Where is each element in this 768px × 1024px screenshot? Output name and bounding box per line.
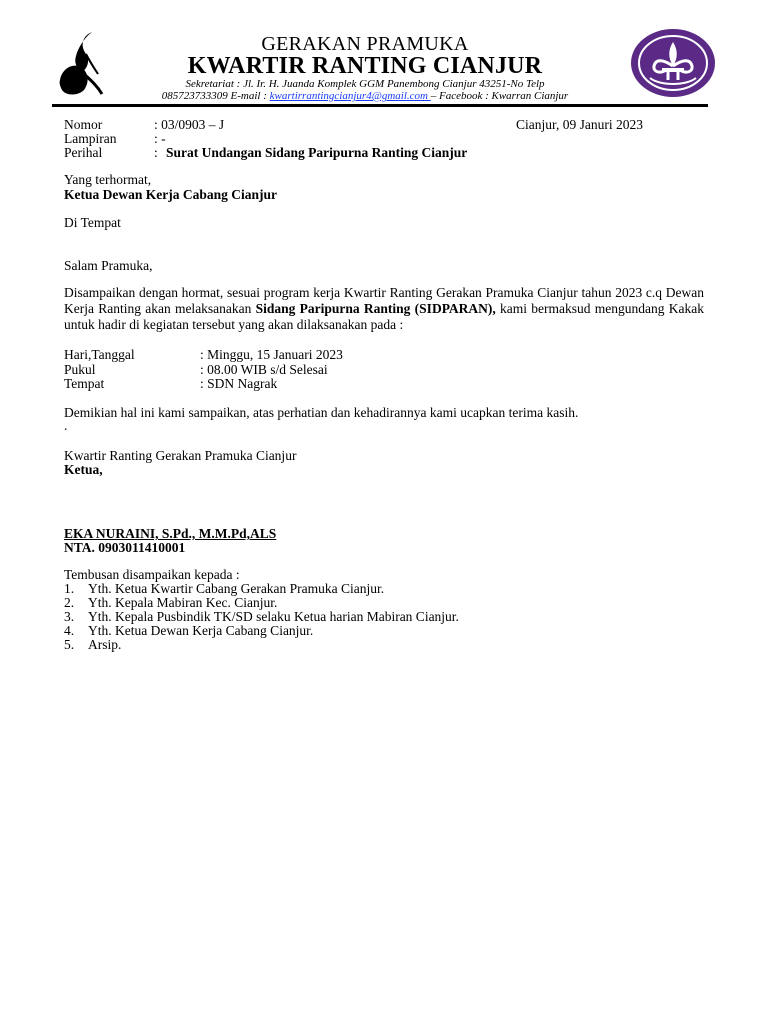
cc-item-number: 5. — [64, 637, 75, 652]
signatory-name: EKA NURAINI, S.Pd., M.M.Pd,ALS — [64, 526, 277, 541]
signatory-nta: NTA. 0903011410001 — [64, 540, 186, 555]
addressee-name: Ketua Dewan Kerja Cabang Cianjur — [64, 187, 277, 202]
email-link[interactable]: kwartirrantingcianjur4@gmail.com — [269, 90, 431, 102]
greeting: Yang terhormat, — [64, 172, 152, 187]
closing-sentence: Demikian hal ini kami sampaikan, atas perhatian dan kehadirannya kami ucapkan terima kasih. — [64, 405, 579, 420]
lampiran-value: : - — [154, 131, 166, 146]
lampiran-label: Lampiran — [64, 131, 117, 146]
facebook-text: – Facebook : Kwarran Cianjur — [430, 90, 569, 102]
event-name: Sidang Paripurna Ranting (SIDPARAN), — [255, 301, 496, 316]
cc-item-text: Yth. Kepala Mabiran Kec. Cianjur. — [88, 595, 278, 610]
scout-emblem-icon — [630, 28, 716, 98]
cc-item-number: 2. — [64, 595, 75, 610]
para1-text-1: Disampaikan dengan hormat, sesuai program kerja Kwartir Ranting Gerakan Pramuka Cianjur tahun 2023 c.q Dewan Kerja Ranting akan melaksanakan — [64, 285, 704, 316]
nomor-label: Nomor — [64, 117, 103, 132]
addressee-place: Di Tempat — [64, 215, 121, 230]
cc-item-number: 4. — [64, 623, 75, 638]
invitation-paragraph — [64, 285, 704, 333]
cc-item-text: Yth. Kepala Pusbindik TK/SD selaku Ketua harian Mabiran Cianjur. — [88, 609, 459, 624]
contact-line — [120, 90, 610, 102]
header-divider — [52, 104, 708, 107]
cc-title: Tembusan disampaikan kepada : — [64, 567, 240, 582]
nomor-value: : 03/0903 – J — [154, 117, 225, 132]
phone-email-label: 085723733309 E-mail : — [161, 90, 270, 102]
detail-value-time: : 08.00 WIB s/d Selesai — [200, 362, 328, 377]
org-name: GERAKAN PRAMUKA — [261, 33, 469, 55]
closing-dot: . — [64, 418, 68, 433]
perihal-colon: : — [154, 145, 158, 160]
cc-item-text: Arsip. — [88, 637, 122, 652]
perihal-label: Perihal — [64, 145, 103, 160]
cc-item-number: 3. — [64, 609, 75, 624]
para1-text-2: kami bermaksud mengundang Kakak untuk hadir di kegiatan tersebut yang akan dilaksanakan pada : — [64, 301, 704, 332]
signature-role: Ketua, — [64, 462, 103, 477]
detail-label-date: Hari,Tanggal — [64, 347, 135, 362]
letter-date: Cianjur, 09 Januri 2023 — [516, 117, 643, 132]
perihal-value: Surat Undangan Sidang Paripurna Ranting Cianjur — [166, 145, 468, 160]
detail-value-place: : SDN Nagrak — [200, 376, 278, 391]
signature-org: Kwartir Ranting Gerakan Pramuka Cianjur — [64, 448, 297, 463]
salutation: Salam Pramuka, — [64, 258, 153, 273]
detail-label-time: Pukul — [64, 362, 96, 377]
address-line: Sekretariat : Jl. Ir. H. Juanda Komplek GGM Panembong Cianjur 43251-No Telp — [185, 78, 545, 90]
detail-label-place: Tempat — [64, 376, 105, 391]
cc-item-number: 1. — [64, 581, 75, 596]
cc-item-text: Yth. Ketua Dewan Kerja Cabang Cianjur. — [88, 623, 314, 638]
cc-item-text: Yth. Ketua Kwartir Cabang Gerakan Pramuka Cianjur. — [88, 581, 385, 596]
org-unit: KWARTIR RANTING CIANJUR — [187, 53, 543, 79]
detail-value-date: : Minggu, 15 Januari 2023 — [200, 347, 343, 362]
tunas-kelapa-logo-icon — [52, 28, 108, 98]
